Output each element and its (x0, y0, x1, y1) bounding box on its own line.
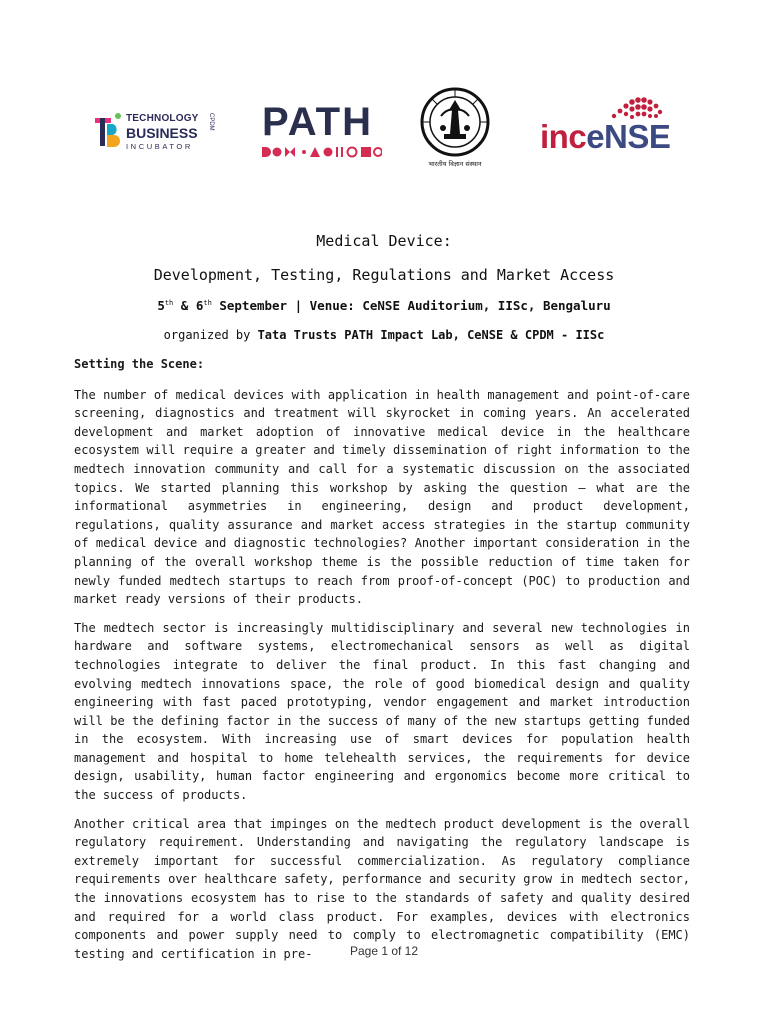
page-number: Page 1 of 12 (349, 944, 419, 958)
incense-logo (540, 100, 672, 162)
incense-part1: inc (540, 118, 587, 155)
tbi-line1: TECHNOLOGY (126, 113, 199, 124)
iisc-caption: भारतीय विज्ञान संस्थान (428, 160, 482, 168)
paragraph-2: The medtech sector is increasingly multidisciplinary and several new technologies in hardware and software systems, electromechanical sensors as well as digital technologies integrate to deliver the final product. In this fast changing and evolving medtech innovations space, the role of good biomedical design and quality engineering with fast paced prototyping, vendor engagement and market introduction will be the defining factor in the success of many of the new startups getting funded in the ecosystem. With increasing use of smart devices for population health management and hospital to home telehealth services, the requirements for device design, usability, human factor engineering and ergonomics become more critical to the success of products. (74, 620, 690, 803)
path-wordmark: PATH (262, 100, 373, 144)
event-date-venue (0, 298, 768, 313)
iisc-seal-icon (417, 86, 493, 158)
organized-prefix: organized by (163, 328, 258, 342)
path-logo (262, 102, 384, 162)
tbi-side-label: CPDM (208, 113, 214, 131)
date-day2: & 6 (173, 298, 204, 313)
organized-by (0, 328, 768, 342)
doc-title: Medical Device: (316, 232, 452, 250)
tbi-wordmark (126, 114, 199, 151)
paragraph-3: Another critical area that impinges on the medtech product development is the overall regulatory requirement. Understanding and navigating the regulatory landscape is extremely important for successful commercialization. As regulatory compliance requirements over healthcare safety, performance and security grow in medtech sector, the innovations ecosystem has to rise to the standards of safety and quality desired and required for a world class product. For examples, devices with electronics components and power supply need to comply to electromagnetic compatibility (EMC) testing and certification in pre- (74, 816, 690, 961)
date-sup1: th (164, 298, 174, 307)
tbi-logo (93, 110, 223, 154)
tbi-line2: BUSINESS (126, 125, 198, 141)
path-pattern-icon (262, 146, 382, 158)
doc-subtitle: Development, Testing, Regulations and Market Access (153, 266, 615, 284)
date-venue-text: September | Venue: CeNSE Auditorium, IISc, Bengaluru (211, 298, 611, 313)
organizers: Tata Trusts PATH Impact Lab, CeNSE & CPDM - IISc (257, 328, 605, 342)
paragraph-1: The number of medical devices with application in health management and point-of-care screening, diagnostics and treatment will skyrocket in coming years. An accelerated development and market adoption of innovative medical device in the healthcare ecosystem will require a greater and timely dissemination of right information to the medtech innovation community and call for a systematic discussion on the associated topics. We started planning this workshop by asking the question – what are the informational asymmetries in engineering, design and product development, regulations, quality assurance and market access strategies in the startup community of medical device and diagnostic technologies? Another important consideration in the planning of the overall workshop theme is the possible reduction of time taken for newly funded medtech startups to reach from proof-of-concept (POC) to production and market ready versions of their products. (74, 387, 690, 607)
section-heading: Setting the Scene: (74, 357, 205, 371)
incense-part2: eNSE (586, 118, 671, 155)
tbi-mark-icon (93, 112, 123, 150)
iisc-emblem (417, 86, 493, 172)
date-day1: 5 (157, 298, 165, 313)
body-content (74, 355, 690, 973)
date-sup2: th (203, 298, 212, 307)
incense-wordmark (540, 120, 670, 153)
tbi-line3: INCUBATOR (126, 142, 193, 151)
logo-strip (0, 86, 768, 176)
